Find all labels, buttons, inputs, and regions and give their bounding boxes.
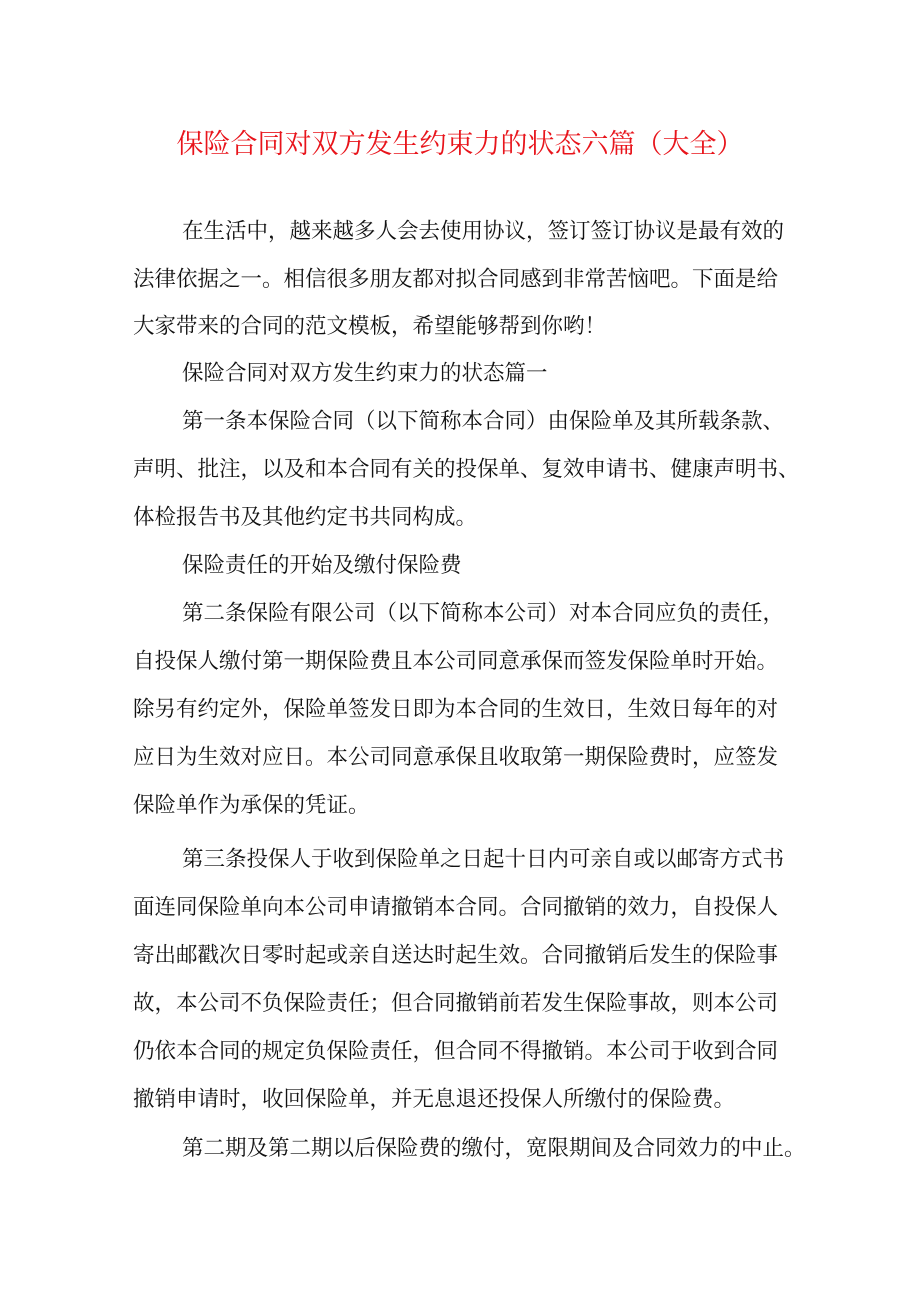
paragraph-line: 应日为生效对应日。本公司同意承保且收取第一期保险费时，应签发 <box>133 745 779 770</box>
section-heading: 保险责任的开始及缴付保险费 <box>182 553 462 578</box>
paragraph-line: 第一条本保险合同（以下简称本合同）由保险单及其所载条款、 <box>182 409 785 434</box>
paragraph-line: 撤销申请时，收回保险单，并无息退还投保人所缴付的保险费。 <box>133 1087 736 1112</box>
paragraph-line: 法律依据之一。相信很多朋友都对拟合同感到非常苦恼吧。下面是给 <box>133 267 779 292</box>
document-title: 保险合同对双方发生约束力的状态六篇（大全） <box>176 129 744 160</box>
paragraph-line: 自投保人缴付第一期保险费且本公司同意承保而签发保险单时开始。 <box>133 649 779 674</box>
paragraph-line: 仍依本合同的规定负保险责任，但合同不得撤销。本公司于收到合同 <box>133 1039 779 1064</box>
paragraph-line: 寄出邮戳次日零时起或亲自送达时起生效。合同撤销后发生的保险事 <box>133 943 779 968</box>
paragraph-line: 面连同保险单向本公司申请撤销本合同。合同撤销的效力，自投保人 <box>133 895 779 920</box>
paragraph-line: 第三条投保人于收到保险单之日起十日内可亲自或以邮寄方式书 <box>182 847 785 872</box>
paragraph-line: 大家带来的合同的范文模板，希望能够帮到你哟！ <box>133 314 607 339</box>
section-heading: 保险合同对双方发生约束力的状态篇一 <box>182 361 548 386</box>
paragraph-line: 在生活中，越来越多人会去使用协议，签订签订协议是最有效的 <box>182 219 785 244</box>
paragraph-line: 故，本公司不负保险责任；但合同撤销前若发生保险事故，则本公司 <box>133 991 779 1016</box>
paragraph-line: 第二条保险有限公司（以下简称本公司）对本合同应负的责任， <box>182 601 785 626</box>
paragraph-line: 体检报告书及其他约定书共同构成。 <box>133 505 478 530</box>
paragraph-line: 除另有约定外，保险单签发日即为本合同的生效日，生效日每年的对 <box>133 697 779 722</box>
paragraph-line: 声明、批注，以及和本合同有关的投保单、复效申请书、健康声明书、 <box>133 457 800 482</box>
paragraph-line: 第二期及第二期以后保险费的缴付，宽限期间及合同效力的中止。 <box>182 1136 806 1161</box>
paragraph-line: 保险单作为承保的凭证。 <box>133 793 370 818</box>
